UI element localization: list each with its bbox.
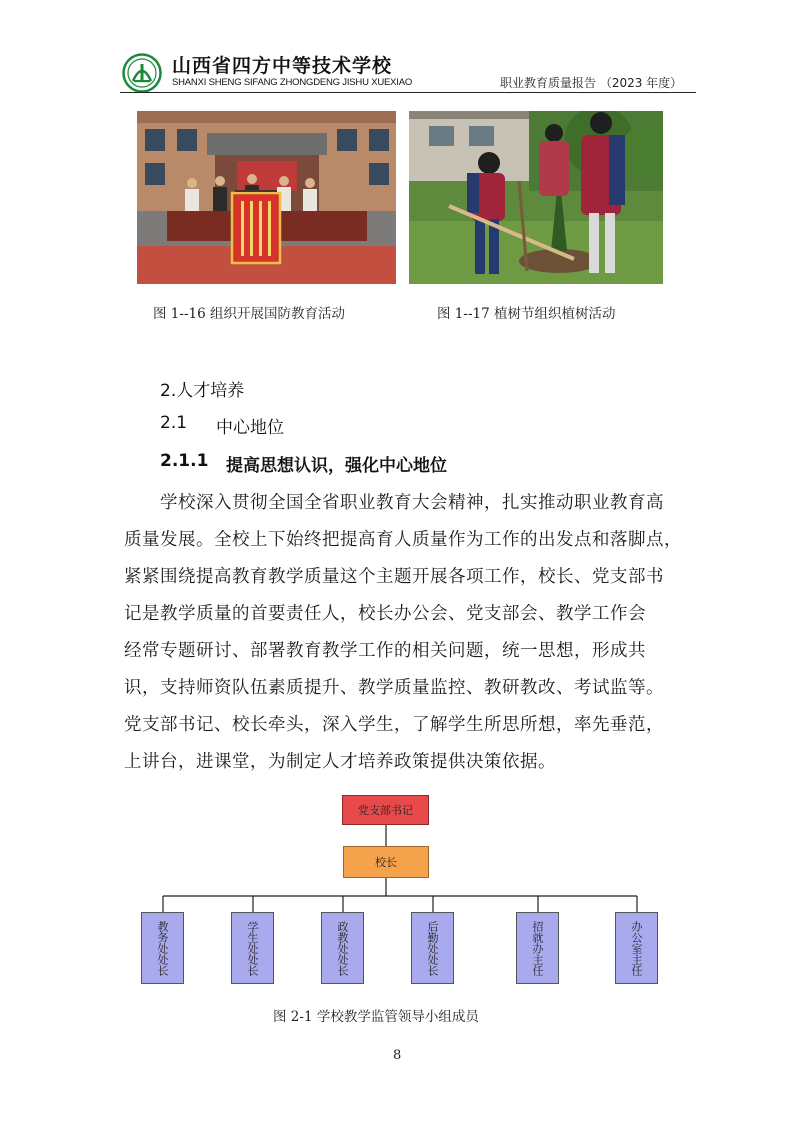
subsection-number-2-1: 2.1 [160, 413, 188, 433]
paragraph-line: 经常专题研讨、部署教育教学工作的相关问题，统一思想，形成共 [124, 641, 646, 661]
page-number: 8 [393, 1048, 402, 1063]
subsubsection-title-2-1-1: 提高思想认识，强化中心地位 [226, 456, 447, 476]
org-box-logistics: 后勤处处长 [411, 912, 454, 984]
org-box-general-office: 办公室主任 [615, 912, 658, 984]
org-box-principal: 校长 [343, 846, 429, 878]
org-box-political-education: 政教处处长 [321, 912, 364, 984]
subsubsection-number-2-1-1: 2.1.1 [160, 451, 209, 471]
school-name-cn: 山西省四方中等技术学校 [172, 55, 393, 77]
paragraph-line: 紧紧围绕提高教育教学质量这个主题开展各项工作，校长、党支部书 [124, 567, 664, 587]
paragraph-line: 质量发展。全校上下始终把提高育人质量作为工作的出发点和落脚点， [124, 530, 682, 550]
paragraph-line: 记是教学质量的首要责任人，校长办公会、党支部会、教学工作会 [124, 604, 646, 624]
figure-caption-1-17: 图 1--17 植树节组织植树活动 [437, 306, 616, 322]
section-heading-2: 2.人才培养 [160, 381, 245, 401]
figure-caption-2-1: 图 2-1 学校教学监管领导小组成员 [273, 1009, 479, 1025]
school-name-en: SHANXI SHENG SIFANG ZHONGDENG JISHU XUEXIAO [172, 77, 413, 88]
org-box-admissions-office: 招就办主任 [516, 912, 559, 984]
paragraph-line: 识，支持师资队伍素质提升、教学质量监控、教研教改、考试监等。 [124, 678, 664, 698]
figure-caption-1-16: 图 1--16 组织开展国防教育活动 [153, 306, 345, 322]
org-box-party-secretary: 党支部书记 [342, 795, 429, 825]
org-box-academic-affairs: 教务处处长 [141, 912, 184, 984]
report-title: 职业教育质量报告 （2023 年度） [500, 76, 683, 90]
paragraph-line: 上讲台，进课堂，为制定人才培养政策提供决策依据。 [124, 752, 556, 772]
paragraph-line: 党支部书记、校长牵头，深入学生，了解学生所思所想，率先垂范， [124, 715, 664, 735]
paragraph-line: 学校深入贯彻全国全省职业教育大会精神，扎实推动职业教育高 [160, 493, 664, 513]
org-box-student-affairs: 学生处处长 [231, 912, 274, 984]
subsection-title-2-1: 中心地位 [216, 418, 284, 438]
